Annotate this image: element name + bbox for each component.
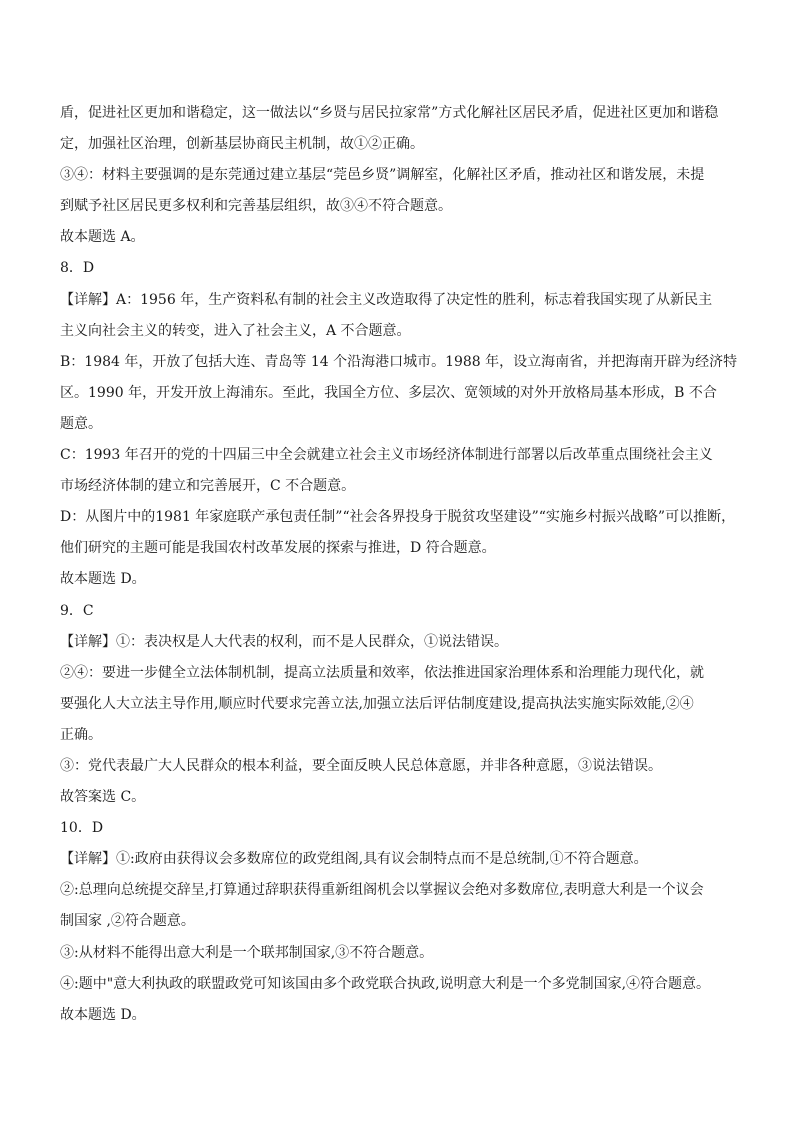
text-line: 他们研究的主题可能是我国农村改革发展的探索与推进，D 符合题意。 <box>60 540 496 557</box>
text-line: 故本题选 D。 <box>60 571 146 588</box>
text-line: 定，加强社区治理，创新基层协商民主机制，故①②正确。 <box>60 136 424 153</box>
text-line: ③:从材料不能得出意大利是一个联邦制国家,③不符合题意。 <box>60 944 434 961</box>
question-number: 8．D <box>60 260 95 277</box>
text-line: 【详解】A：1956 年，生产资料私有制的社会主义改造取得了决定性的胜利，标志着我国实现了从新民主 <box>60 291 713 308</box>
question-number: 10．D <box>60 820 104 837</box>
text-line: ④:题中"意大利执政的联盟政党可知该国由多个政党联合执政,说明意大利是一个多党制国家,④符合题意。 <box>60 975 711 992</box>
text-line: ②④：要进一步健全立法体制机制，提高立法质量和效率，依法推进国家治理体系和治理能力现代化，就 <box>60 664 704 681</box>
text-line: ②:总理向总统提交辞呈,打算通过辞职获得重新组阁机会以掌握议会绝对多数席位,表明意大利是一个议会 <box>60 882 704 899</box>
text-line: 到赋予社区居民更多权利和完善基层组织，故③④不符合题意。 <box>60 198 452 215</box>
text-line: 市场经济体制的建立和完善展开，C 不合题意。 <box>60 478 356 495</box>
text-line: 故本题选 D。 <box>60 1006 146 1023</box>
answer-explanation-text <box>60 98 740 1031</box>
text-line: 故本题选 A。 <box>60 229 145 246</box>
text-line: C：1993 年召开的党的十四届三中全会就建立社会主义市场经济体制进行部署以后改革重点围绕社会主义 <box>60 447 713 464</box>
text-line: 主义向社会主义的转变，进入了社会主义，A 不合题意。 <box>60 322 411 339</box>
text-line: 区。1990 年，开发开放上海浦东。至此，我国全方位、多层次、宽领域的对外开放格局基本形成，B 不合 <box>60 384 717 401</box>
text-line: 正确。 <box>60 726 102 743</box>
text-line: 制国家 ,②符合题意。 <box>60 913 195 930</box>
text-line: 题意。 <box>60 415 102 432</box>
text-line: B：1984 年，开放了包括大连、青岛等 14 个沿海港口城市。1988 年，设立海南省，并把海南开辟为经济特 <box>60 353 738 370</box>
text-line: ③④：材料主要强调的是东莞通过建立基层“莞邑乡贤”调解室，化解社区矛盾，推动社区和谐发展，未提 <box>60 167 705 184</box>
text-line: ③：党代表最广大人民群众的根本利益，要全面反映人民总体意愿，并非各种意愿，③说法错误。 <box>60 757 662 774</box>
text-line: 【详解】①：表决权是人大代表的权利，而不是人民群众，①说法错误。 <box>60 633 508 650</box>
text-line: 故答案选 C。 <box>60 789 146 806</box>
question-number: 9．C <box>60 602 94 619</box>
text-line: D：从图片中的1981 年家庭联产承包责任制”“社会各界投身于脱贫攻坚建设”“实施乡村振兴战略”可以推断， <box>60 509 736 526</box>
text-line: 要强化人大立法主导作用,顺应时代要求完善立法,加强立法后评估制度建设,提高执法实施实际效能,②④ <box>60 695 694 712</box>
text-line: 盾，促进社区更加和谐稳定，这一做法以“乡贤与居民拉家常”方式化解社区居民矛盾，促进社区更加和谐稳 <box>60 105 719 121</box>
text-line: 【详解】①:政府由获得议会多数席位的政党组阁,具有议会制特点而不是总统制,①不符合题意。 <box>60 851 648 868</box>
